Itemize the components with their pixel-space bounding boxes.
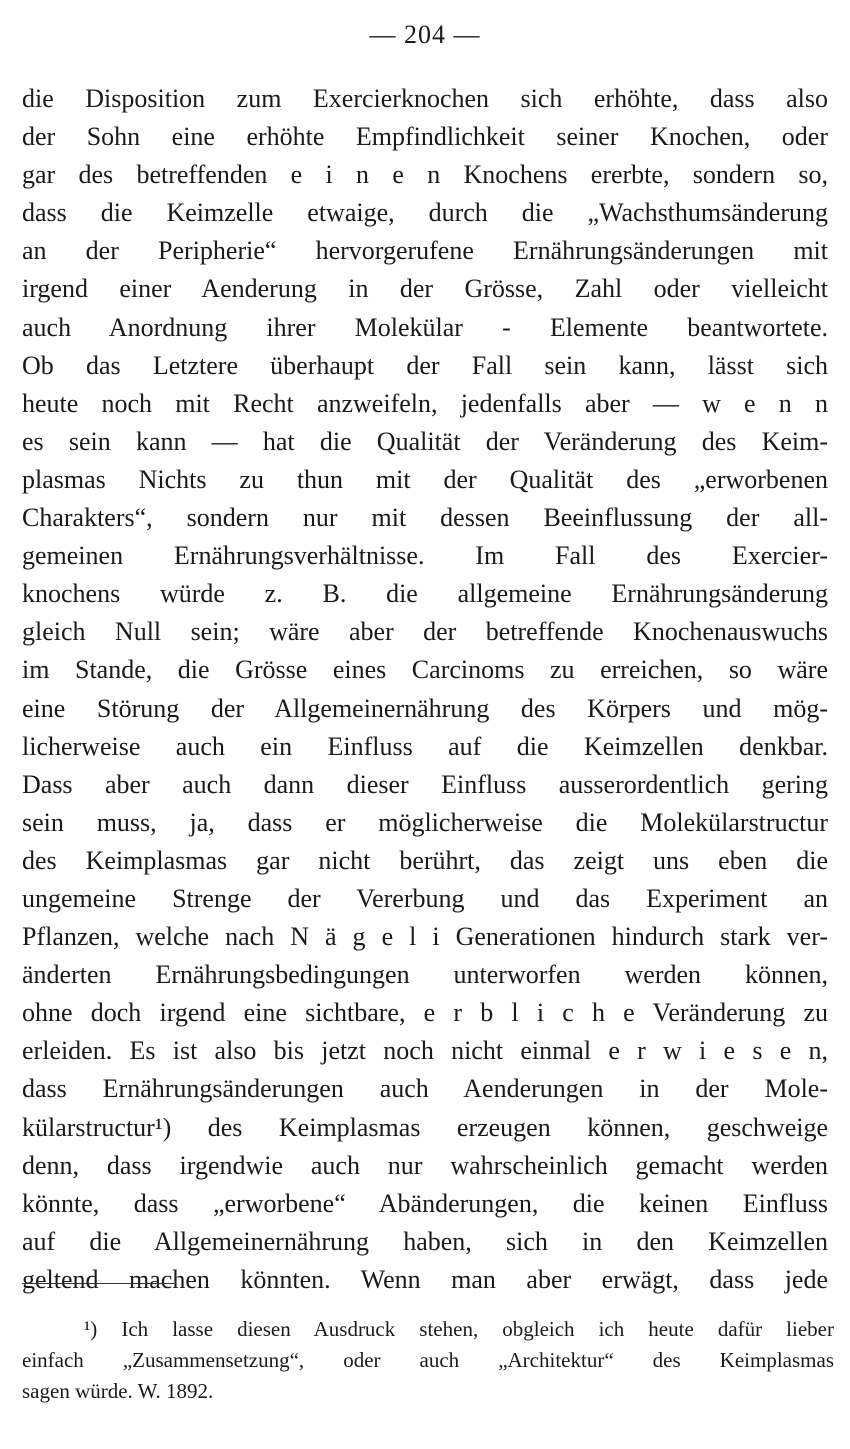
text-line: der Sohn eine erhöhte Empfindlichkeit seiner Knochen, oder [22,122,828,152]
text-line: auch Anordnung ihrer Molekülar - Elemente beantwortete. [22,312,828,342]
text-line: ungemeine Strenge der Vererbung und das Experiment an [22,883,828,913]
text-line: die Disposition zum Exercierknochen sich erhöhte, dass also [22,84,828,113]
text-line: ohne doch irgend eine sichtbare, e r b l i c h e Veränderung zu [22,998,828,1028]
text-line: knochens würde z. B. die allgemeine Ernährungsänderung [22,579,828,609]
text-line: an der Peripherie“ hervorgerufene Ernährungsänderungen mit [22,236,828,266]
text-line: änderten Ernährungsbedingungen unterworfen werden können, [22,960,828,990]
text-line: sein muss, ja, dass er möglicherweise die Molekülarstructur [22,807,828,837]
footnote-line: einfach „Zusammensetzung“, oder auch „Architektur“ des Keimplasmas [22,1348,834,1372]
text-line: erleiden. Es ist also bis jetzt noch nicht einmal e r w i e s e n, [22,1036,828,1066]
text-line: geltend machen könnten. Wenn man aber erwägt, dass jede [22,1264,828,1294]
text-line: auf die Allgemeinernährung haben, sich in den Keimzellen [22,1226,828,1256]
text-line: könnte, dass „erworbene“ Abänderungen, die keinen Einfluss [22,1188,828,1218]
text-line: Pflanzen, welche nach N ä g e l i Generationen hindurch stark ver- [22,922,828,952]
text-line: licherweise auch ein Einfluss auf die Keimzellen denkbar. [22,731,828,761]
footnote-divider [22,1283,174,1284]
text-line: gemeinen Ernährungsverhältnisse. Im Fall des Exercier- [22,541,828,571]
text-line: heute noch mit Recht anzweifeln, jedenfalls aber — w e n n [22,388,828,418]
text-line: im Stande, die Grösse eines Carcinoms zu erreichen, so wäre [22,655,828,685]
footnote [22,1314,834,1407]
footnote-line: ¹) Ich lasse diesen Ausdruck stehen, obgleich ich heute dafür lieber [84,1317,834,1341]
text-line: des Keimplasmas gar nicht berührt, das zeigt uns eben die [22,845,828,875]
text-line: irgend einer Aenderung in der Grösse, Zahl oder vielleicht [22,274,828,304]
text-line: plasmas Nichts zu thun mit der Qualität des „erworbenen [22,464,828,494]
text-line: Charakters“, sondern nur mit dessen Beeinflussung der all- [22,503,828,533]
text-line: dass die Keimzelle etwaige, durch die „Wachsthumsänderung [22,198,828,228]
text-line: gleich Null sein; wäre aber der betreffende Knochenauswuchs [22,617,828,647]
text-line: Ob das Letztere überhaupt der Fall sein kann, lässt sich [22,350,828,380]
text-line: denn, dass irgendwie auch nur wahrscheinlich gemacht werden [22,1150,828,1180]
page-number: — 204 — [369,20,481,49]
text-line: eine Störung der Allgemeinernährung des Körpers und mög- [22,693,828,723]
text-line: es sein kann — hat die Qualität der Veränderung des Keim- [22,426,828,456]
text-line: gar des betreffenden e i n e n Knochens ererbte, sondern so, [22,160,828,190]
body-text [22,80,828,1299]
text-line: dass Ernährungsänderungen auch Aenderungen in der Mole- [22,1074,828,1104]
text-line: külarstructur¹) des Keimplasmas erzeugen können, geschweige [22,1112,828,1142]
text-line: Dass aber auch dann dieser Einfluss ausserordentlich gering [22,769,828,799]
footnote-line: sagen würde. W. 1892. [22,1379,214,1403]
